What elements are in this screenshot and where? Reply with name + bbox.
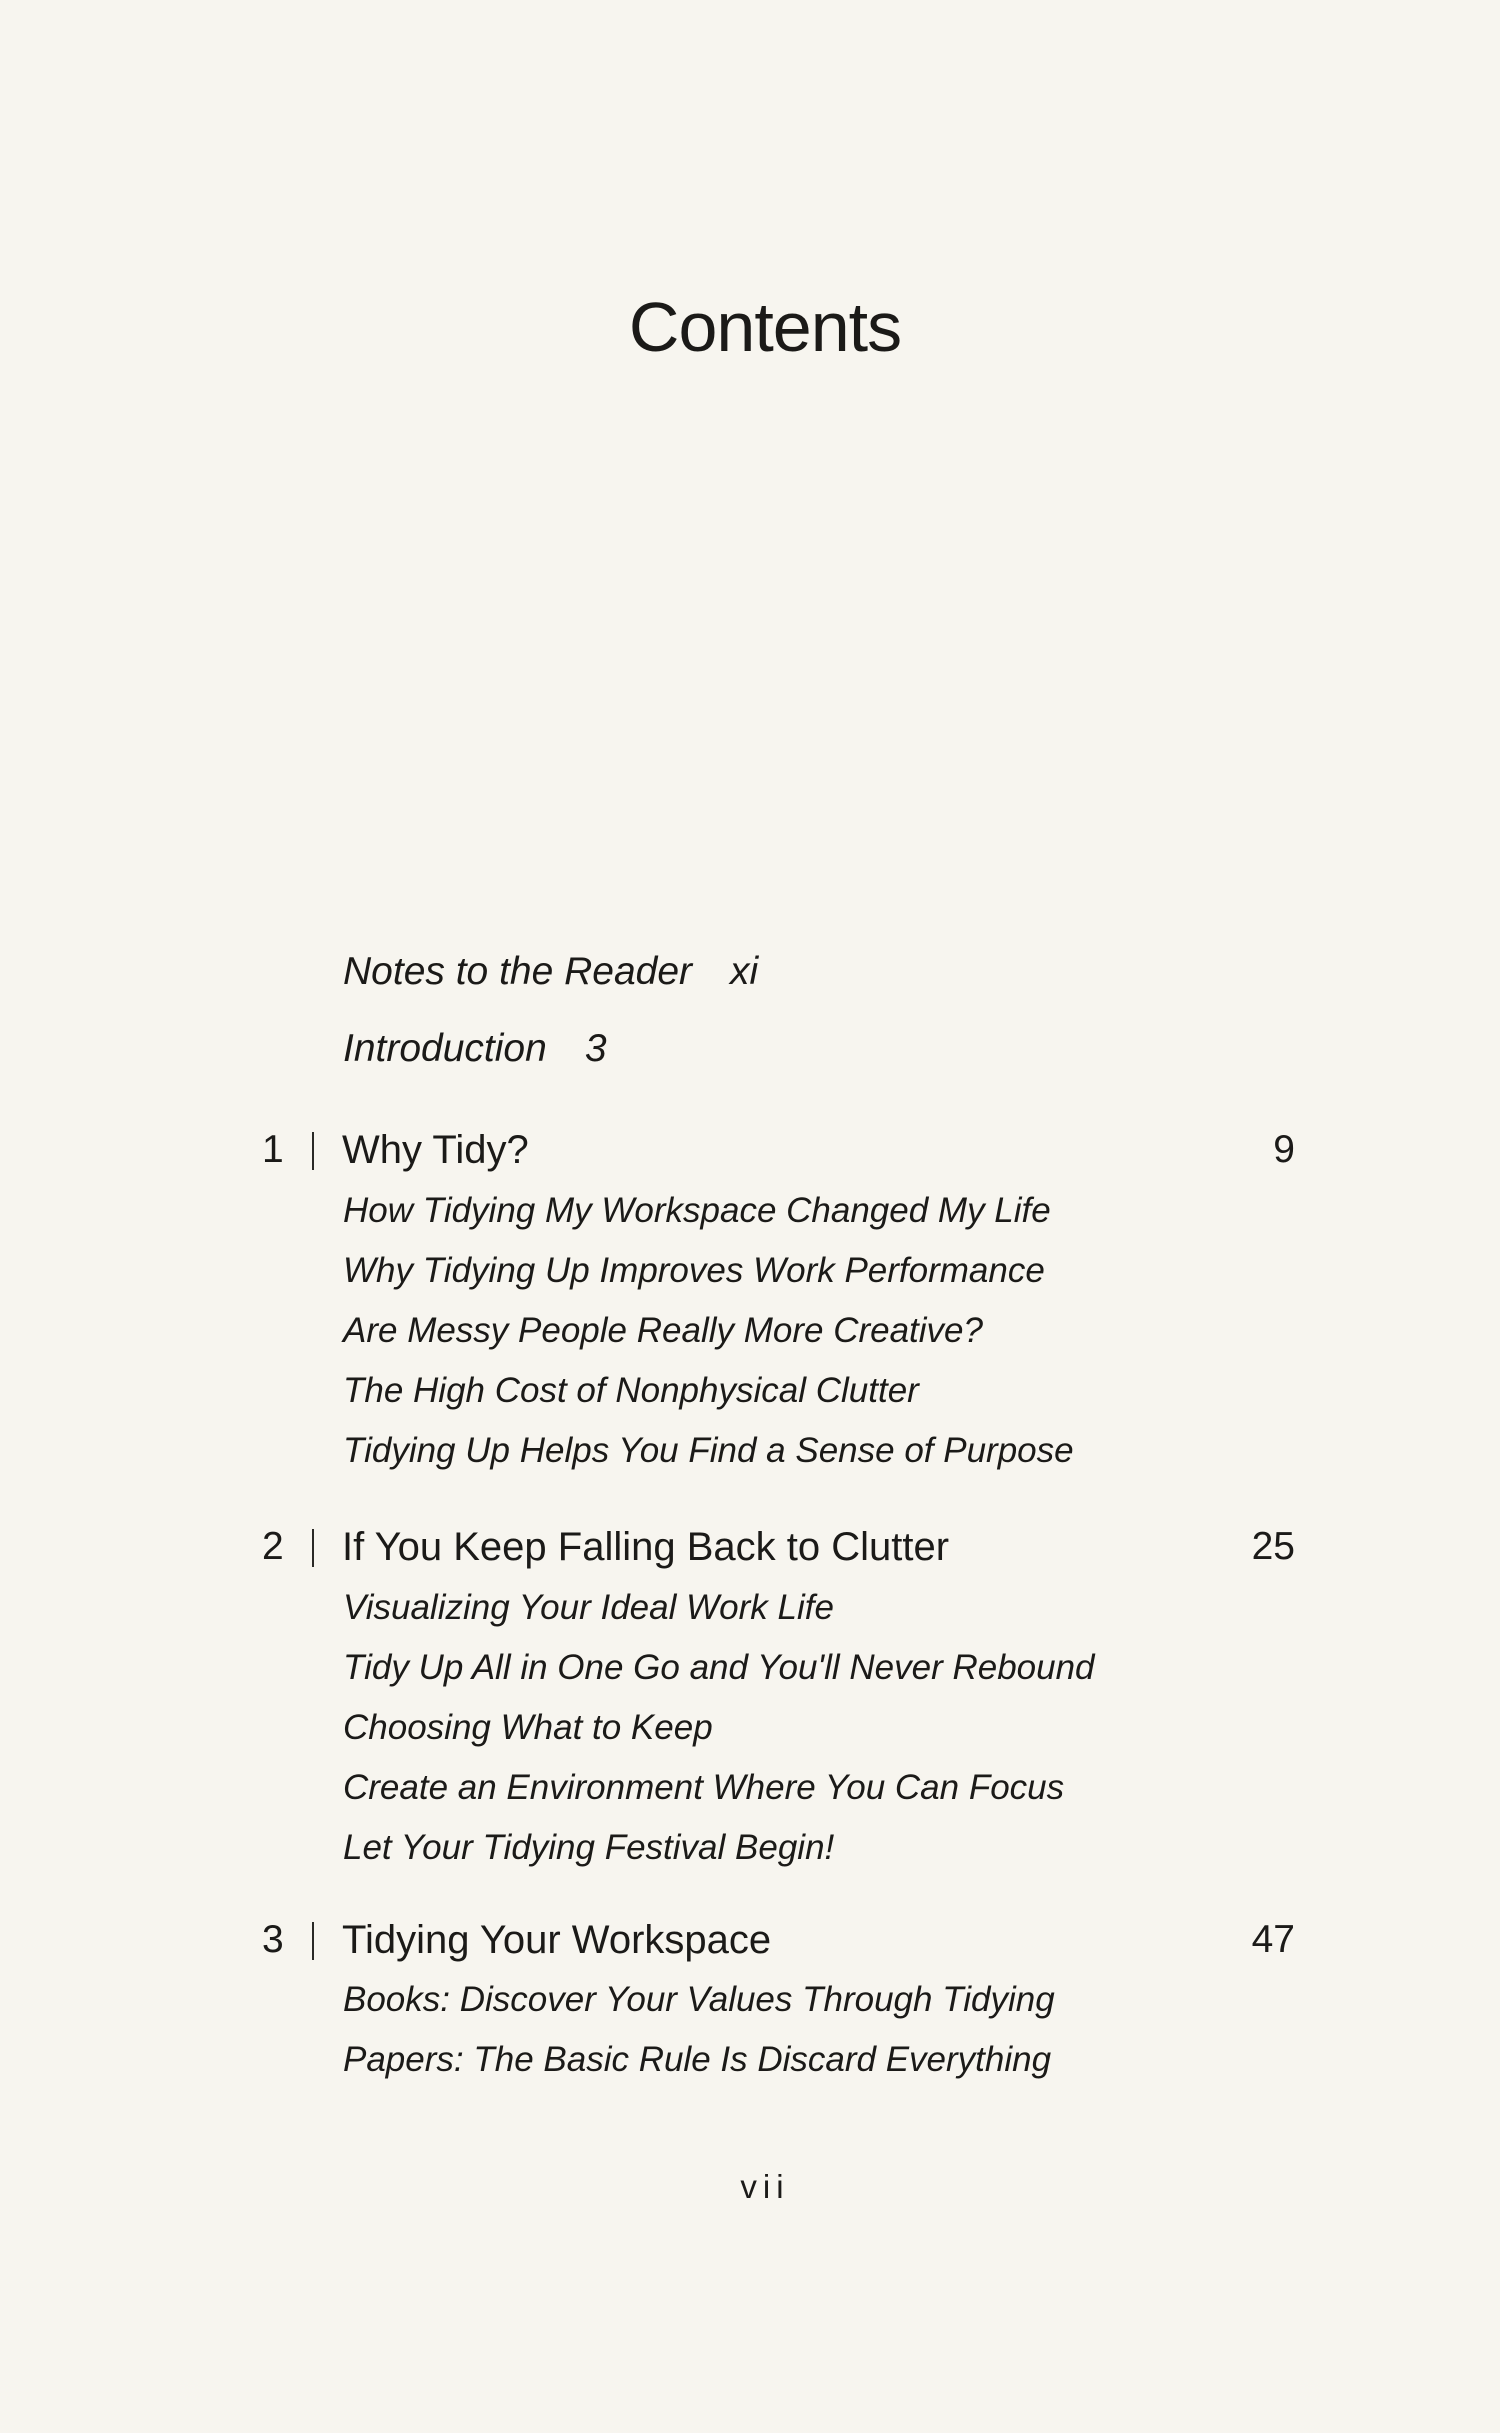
section-entry[interactable]: Tidy Up All in One Go and You'll Never Rebound [343, 1648, 1095, 1687]
toc-entry-notes-to-reader[interactable] [343, 952, 758, 991]
page-folio: vii [740, 2168, 790, 2205]
chapter-separator [312, 1922, 314, 1960]
chapter-separator [312, 1529, 314, 1567]
section-entry[interactable]: Are Messy People Really More Creative? [343, 1311, 983, 1350]
section-entry[interactable]: Papers: The Basic Rule Is Discard Everything [343, 2040, 1052, 2079]
chapter-1-heading[interactable] [0, 1130, 1500, 1180]
section-entry[interactable]: The High Cost of Nonphysical Clutter [343, 1371, 919, 1410]
section-entry[interactable]: Create an Environment Where You Can Focus [343, 1768, 1065, 1807]
toc-entry-page: 3 [584, 1027, 607, 1070]
chapter-2-sections [343, 1590, 1095, 1890]
chapter-separator [312, 1132, 314, 1170]
chapter-page-number: 9 [1273, 1128, 1295, 1171]
toc-entry-introduction[interactable] [343, 1029, 607, 1068]
page-title: Contents [628, 288, 902, 366]
section-entry[interactable]: How Tidying My Workspace Changed My Life [343, 1191, 1051, 1230]
section-entry[interactable]: Tidying Up Helps You Find a Sense of Purpose [343, 1431, 1074, 1470]
chapter-title: Why Tidy? [342, 1128, 529, 1172]
chapter-number: 2 [262, 1525, 284, 1568]
chapter-title: Tidying Your Workspace [342, 1918, 772, 1962]
chapter-2-heading[interactable] [0, 1527, 1500, 1577]
toc-entry-title: Introduction [343, 1027, 547, 1070]
toc-entry-title: Notes to the Reader [343, 950, 693, 993]
chapter-3-heading[interactable] [0, 1920, 1500, 1970]
section-entry[interactable]: Choosing What to Keep [343, 1708, 713, 1747]
chapter-3-sections [343, 1982, 1055, 2102]
chapter-1-sections [343, 1193, 1074, 1493]
chapter-page-number: 25 [1251, 1525, 1295, 1568]
section-entry[interactable]: Why Tidying Up Improves Work Performance [343, 1251, 1045, 1290]
section-entry[interactable]: Visualizing Your Ideal Work Life [343, 1588, 834, 1627]
section-entry[interactable]: Books: Discover Your Values Through Tidying [343, 1980, 1055, 2019]
section-entry[interactable]: Let Your Tidying Festival Begin! [343, 1828, 835, 1867]
chapter-number: 3 [262, 1918, 284, 1961]
chapter-title: If You Keep Falling Back to Clutter [342, 1525, 950, 1569]
chapter-page-number: 47 [1251, 1918, 1295, 1961]
toc-entry-page: xi [730, 950, 759, 993]
chapter-number: 1 [262, 1128, 284, 1171]
